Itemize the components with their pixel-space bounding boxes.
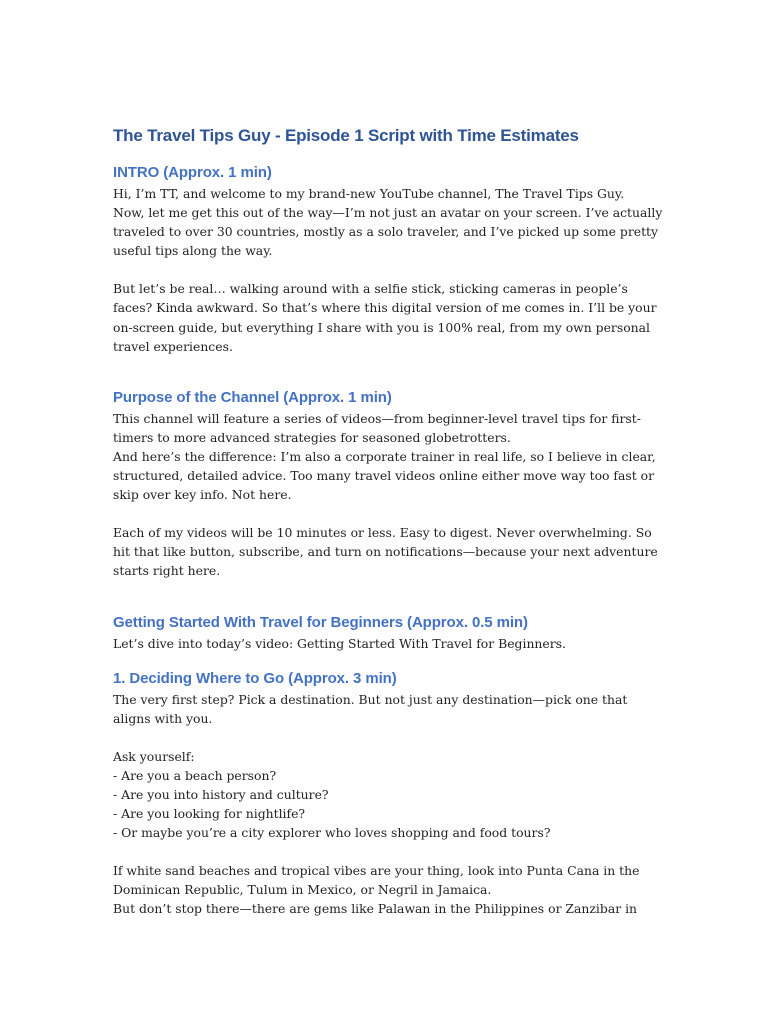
deciding-paragraph-3: But don’t stop there—there are gems like Palawan in the Philippines or Zanzibar in [113, 901, 638, 917]
purpose-paragraph-3: Each of my videos will be 10 minutes or less. Easy to digest. Never overwhelming. So hit that like button, subscribe, and turn on notifications—because your next adventure starts right here. [113, 525, 658, 579]
ask-yourself-label: Ask yourself: [113, 748, 195, 764]
list-item: - Or maybe you’re a city explorer who loves shopping and food tours? [113, 825, 551, 841]
intro-paragraph-3: But let’s be real… walking around with a selfie stick, sticking cameras in people’s faces? Kinda awkward. So that’s where this digital version of me comes in. I’ll be your on-screen guide, but everything I share with you is 100% real, from my own personal travel experiences. [113, 281, 657, 354]
document-title: The Travel Tips Guy - Episode 1 Script with Time Estimates [113, 126, 579, 145]
getting-started-paragraph: Let’s dive into today’s video: Getting Started With Travel for Beginners. [113, 635, 566, 651]
intro-paragraph-1: Hi, I’m TT, and welcome to my brand-new YouTube channel, The Travel Tips Guy. [113, 186, 625, 201]
deciding-paragraph-2: If white sand beaches and tropical vibes are your thing, look into Punta Cana in the Dominican Republic, Tulum in Mexico, or Negril in Jamaica. [113, 863, 640, 898]
intro-paragraph-2: Now, let me get this out of the way—I’m not just an avatar on your screen. I’ve actually traveled to over 30 countries, mostly as a solo traveler, and I’ve picked up some pretty useful tips along the way. [113, 205, 663, 259]
list-item: - Are you into history and culture? [113, 786, 329, 802]
purpose-paragraph-1: This channel will feature a series of videos—from beginner-level travel tips for first-timers to more advanced strategies for seasoned globetrotters. [113, 410, 641, 445]
heading-purpose: Purpose of the Channel (Approx. 1 min) [113, 388, 392, 406]
document-body [113, 124, 663, 919]
list-item: - Are you a beach person? [113, 767, 277, 783]
purpose-paragraph-2: And here’s the difference: I’m also a corporate trainer in real life, so I believe in clear, structured, detailed advice. Too many travel videos online either move way too fast or skip over key info. Not here. [113, 448, 656, 503]
list-item: - Are you looking for nightlife? [113, 806, 306, 822]
question-list [113, 766, 663, 842]
heading-intro: INTRO (Approx. 1 min) [113, 164, 272, 181]
deciding-paragraph-1: The very first step? Pick a destination. But not just any destination—pick one that aligns with you. [113, 691, 628, 726]
heading-getting-started: Getting Started With Travel for Beginners (Approx. 0.5 min) [113, 613, 528, 631]
heading-deciding-where: 1. Deciding Where to Go (Approx. 3 min) [113, 669, 397, 687]
